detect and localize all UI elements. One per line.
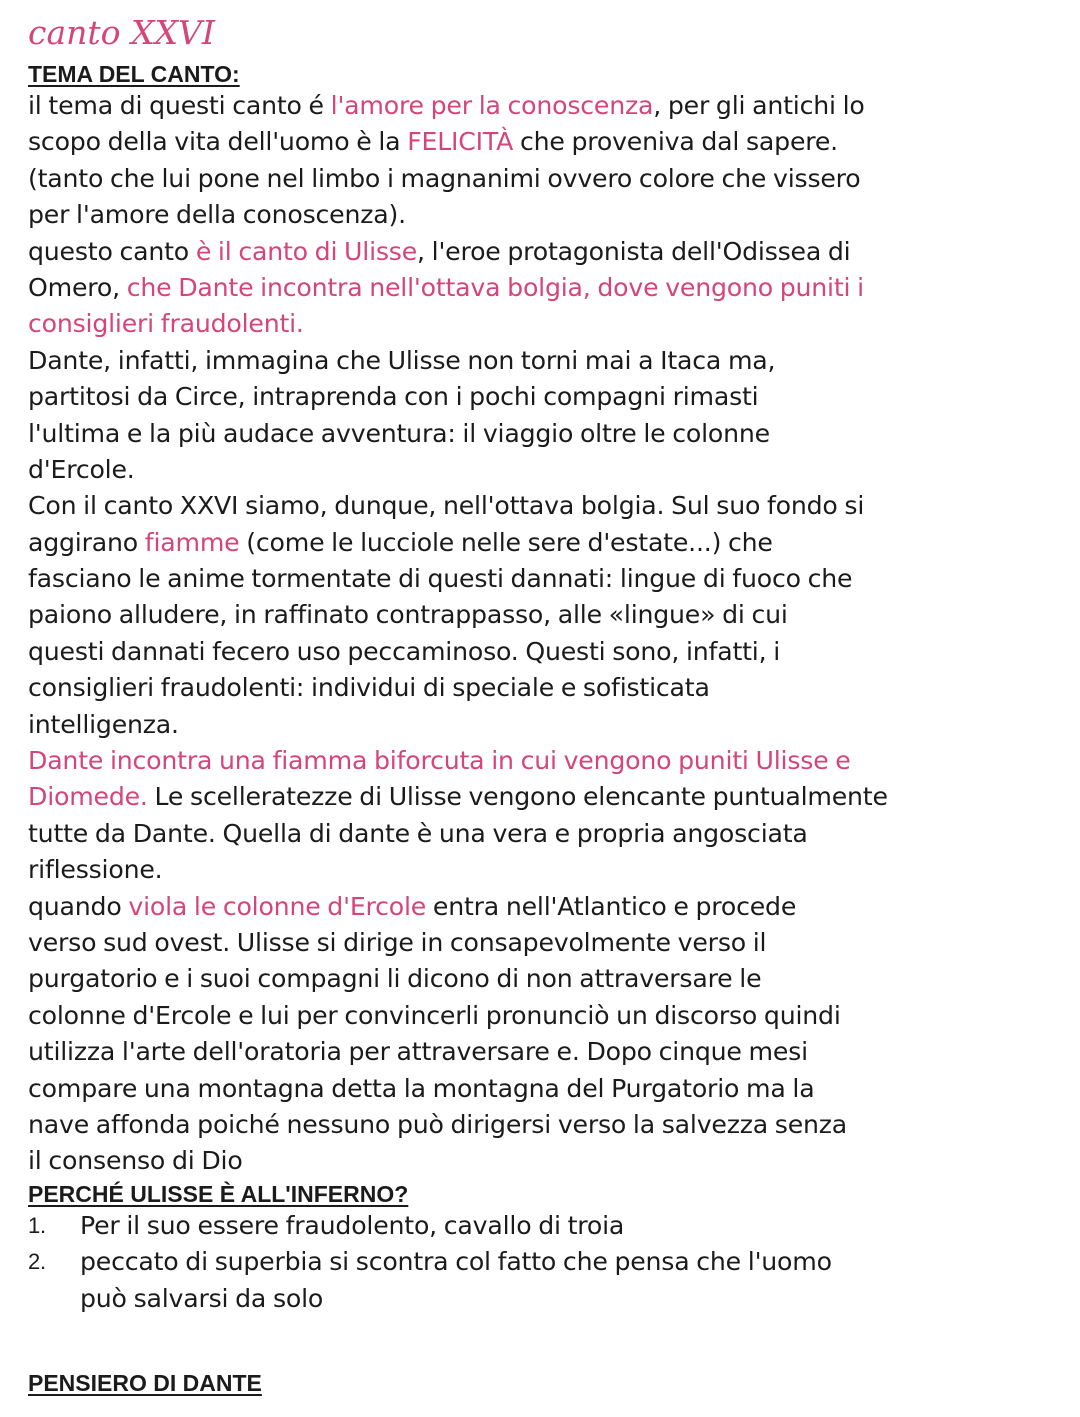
text-line <box>28 161 1060 197</box>
text-line <box>28 998 1060 1034</box>
highlighted-text: che Dante incontra nell'ottava bolgia, dove vengono puniti i <box>126 272 864 302</box>
highlighted-text: Dante incontra una fiamma biforcuta in cui vengono puniti Ulisse e <box>28 746 851 776</box>
text-line <box>28 634 1060 670</box>
highlighted-text: FELICITÀ <box>407 127 514 157</box>
text-line <box>28 852 1060 888</box>
text-line <box>28 707 1060 743</box>
body-text: consiglieri fraudolenti: individui di speciale e sofisticata <box>28 673 710 703</box>
body-text: Con il canto XXVI siamo, dunque, nell'ottava bolgia. Sul suo fondo si <box>28 491 865 521</box>
body-text: tutte da Dante. Quella di dante è una vera e propria angosciata <box>28 818 808 848</box>
text-line <box>28 1143 1060 1179</box>
text-line <box>28 816 1060 852</box>
body-text: che proveniva dal sapere. <box>513 127 838 157</box>
body-text: questi dannati fecero uso peccaminoso. Questi sono, infatti, i <box>28 636 780 666</box>
highlighted-text: viola le colonne d'Ercole <box>128 891 427 921</box>
body-text: (come le lucciole nelle sere d'estate...) che <box>239 527 773 557</box>
body-text: colonne d'Ercole e lui per convincerli pronunciò un discorso quindi <box>28 1000 841 1030</box>
body-text: l'ultima e la più audace avventura: il viaggio oltre le colonne <box>28 418 770 448</box>
notes-page <box>28 12 1060 1397</box>
reason-number: 2. <box>28 1249 46 1275</box>
reason-text: può salvarsi da solo <box>80 1283 324 1313</box>
text-line <box>28 452 1060 488</box>
body-text: questo canto <box>28 236 196 266</box>
highlighted-text: fiamme <box>144 527 240 557</box>
body-text: compare una montagna detta la montagna del Purgatorio ma la <box>28 1073 815 1103</box>
body-text: Omero, <box>28 272 127 302</box>
text-line <box>28 961 1060 997</box>
body-text: scopo della vita dell'uomo è la <box>28 127 408 157</box>
body-text: purgatorio e i suoi compagni li dicono di non attraversare le <box>28 964 762 994</box>
text-line <box>28 670 1060 706</box>
reason-text: peccato di superbia si scontra col fatto che pensa che l'uomo <box>80 1247 832 1277</box>
tema-heading: TEMA DEL CANTO: <box>28 61 240 87</box>
body-text: (tanto che lui pone nel limbo i magnanimi ovvero colore che vissero <box>28 163 861 193</box>
pensiero-heading: PENSIERO DI DANTE <box>28 1369 262 1396</box>
tema-body <box>28 88 1060 1180</box>
body-text: nave affonda poiché nessuno può dirigersi verso la salvezza senza <box>28 1109 848 1139</box>
body-text: utilizza l'arte dell'oratoria per attraversare e. Dopo cinque mesi <box>28 1037 808 1067</box>
highlighted-text: consiglieri fraudolenti. <box>28 309 304 339</box>
text-line <box>28 1034 1060 1070</box>
body-text: paiono alludere, in raffinato contrappasso, alle «lingue» di cui <box>28 600 788 630</box>
reason-text: Per il suo essere fraudolento, cavallo di troia <box>80 1210 625 1240</box>
body-text: riflessione. <box>28 855 163 885</box>
highlighted-text: Diomede. <box>28 782 148 812</box>
text-line <box>28 925 1060 961</box>
text-line <box>28 270 1060 306</box>
highlighted-text: l'amore per la conoscenza <box>330 91 654 120</box>
reason-item <box>28 1208 1060 1244</box>
body-text: Dante, infatti, immagina che Ulisse non torni mai a Itaca ma, <box>28 345 776 375</box>
text-line <box>28 1071 1060 1107</box>
body-text: verso sud ovest. Ulisse si dirige in consapevolmente verso il <box>28 927 767 957</box>
body-text: fasciano le anime tormentate di questi dannati: lingue di fuoco che <box>28 564 853 594</box>
highlighted-text: è il canto di Ulisse <box>195 236 418 266</box>
body-text: intelligenza. <box>28 709 179 739</box>
body-text: quando <box>28 891 129 921</box>
body-text: , per gli antichi lo <box>653 91 865 120</box>
body-text: Le scelleratezze di Ulisse vengono elencante puntualmente <box>147 782 888 812</box>
body-text: aggirano <box>28 527 145 557</box>
text-line <box>28 197 1060 233</box>
text-line <box>28 525 1060 561</box>
text-line <box>28 88 1060 124</box>
body-text: il consenso di Dio <box>28 1146 243 1176</box>
text-line <box>28 597 1060 633</box>
text-line <box>28 561 1060 597</box>
reason-item <box>28 1244 1060 1317</box>
text-line <box>28 234 1060 270</box>
text-line <box>28 124 1060 160</box>
body-text: per l'amore della conoscenza). <box>28 200 406 230</box>
body-text: partitosi da Circe, intraprenda con i pochi compagni rimasti <box>28 382 759 412</box>
text-line <box>28 779 1060 815</box>
text-line <box>28 343 1060 379</box>
text-line <box>28 416 1060 452</box>
perche-heading: PERCHÉ ULISSE È ALL'INFERNO? <box>28 1180 409 1207</box>
text-line <box>28 306 1060 342</box>
text-line <box>28 1107 1060 1143</box>
text-line <box>28 889 1060 925</box>
reason-number: 1. <box>28 1212 46 1238</box>
reasons-list <box>28 1208 1060 1317</box>
text-line <box>28 379 1060 415</box>
body-text: il tema di questi canto é <box>28 91 331 120</box>
canto-title: canto XXVI <box>28 13 215 52</box>
text-line <box>28 743 1060 779</box>
text-line <box>28 488 1060 524</box>
body-text: d'Ercole. <box>28 454 135 484</box>
body-text: , l'eroe protagonista dell'Odissea di <box>417 236 851 266</box>
body-text: entra nell'Atlantico e procede <box>426 891 797 921</box>
